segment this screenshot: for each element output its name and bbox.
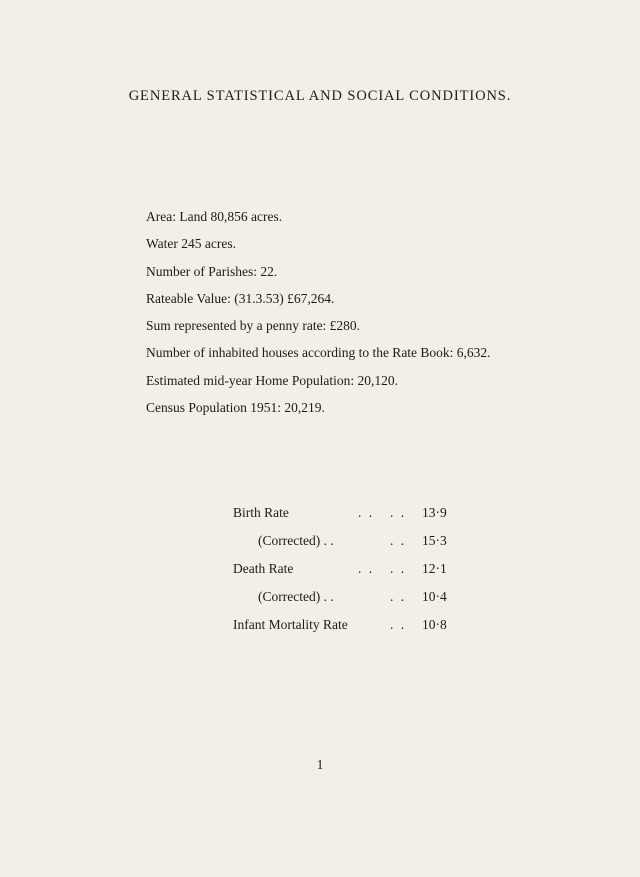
table-row: [233, 505, 447, 533]
page-number: 1: [316, 757, 324, 772]
rate-value: 13·9: [422, 505, 447, 520]
rate-label: Death Rate: [233, 561, 294, 576]
rate-label: (Corrected) . .: [258, 589, 334, 604]
dot-leader: . .: [358, 561, 375, 576]
fact-census-population: Census Population 1951: 20,219.: [146, 400, 325, 416]
statistics-list: [146, 207, 491, 425]
table-row: [233, 617, 447, 645]
fact-parishes: Number of Parishes: 22.: [146, 263, 278, 279]
fact-rateable-value: Rateable Value: (31.3.53) £67,264.: [146, 290, 335, 306]
rate-value: 10·8: [422, 617, 447, 632]
rates-table: [233, 505, 447, 645]
dot-leader: . .: [390, 617, 407, 632]
rate-label: Infant Mortality Rate: [233, 617, 348, 632]
dot-leader: . .: [358, 505, 375, 520]
rate-label: Birth Rate: [233, 505, 289, 520]
table-row: [233, 589, 447, 617]
table-row: [233, 533, 447, 561]
page-title: GENERAL STATISTICAL AND SOCIAL CONDITIONS.: [128, 88, 512, 104]
fact-penny-rate: Sum represented by a penny rate: £280.: [146, 318, 361, 334]
dot-leader: . .: [390, 505, 407, 520]
fact-area-land: Area: Land 80,856 acres.: [146, 209, 283, 224]
dot-leader: . .: [390, 561, 407, 576]
dot-leader: . .: [390, 533, 407, 548]
rate-value: 10·4: [422, 589, 447, 604]
rate-value: 15·3: [422, 533, 447, 548]
dot-leader: . .: [390, 589, 407, 604]
rate-value: 12·1: [422, 561, 447, 576]
table-row: [233, 561, 447, 589]
fact-home-population: Estimated mid-year Home Population: 20,120.: [146, 372, 398, 388]
rate-label: (Corrected) . .: [258, 533, 334, 548]
fact-inhabited-houses: Number of inhabited houses according to the Rate Book: 6,632.: [146, 345, 491, 361]
fact-area-water: Water 245 acres.: [146, 236, 236, 252]
